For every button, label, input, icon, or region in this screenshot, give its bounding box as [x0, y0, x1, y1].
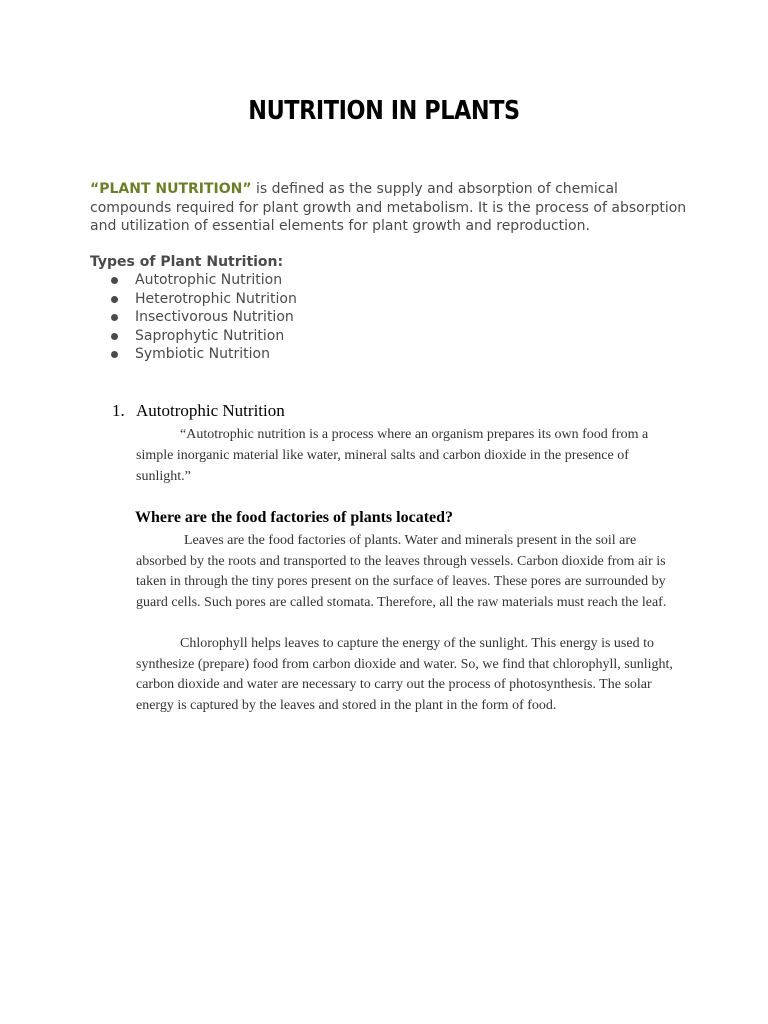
intro-highlight: “PLANT NUTRITION” [90, 181, 252, 197]
bullet-icon [111, 296, 118, 303]
list-item-label: Symbiotic Nutrition [135, 346, 270, 362]
bullet-icon [111, 277, 118, 284]
list-item-label: Autotrophic Nutrition [135, 272, 283, 288]
types-list [90, 271, 297, 364]
subheading: Where are the food factories of plants located? [135, 509, 454, 526]
bullet-icon [111, 314, 118, 321]
section-heading [112, 401, 285, 421]
section-number: 1. [112, 401, 125, 420]
list-item [90, 271, 297, 290]
list-item-label: Heterotrophic Nutrition [135, 290, 297, 307]
section-title: Autotrophic Nutrition [136, 401, 285, 420]
body-paragraph-1: Leaves are the food factories of plants. Water and minerals present in the soil are absorbed by the roots and transported to the leaves through vessels. Carbon dioxide from air is taken in through the tiny pores present on the surface of leaves. These pores are surrounded by guard cells. Such pores are called stomata. Therefore, all the raw materials must reach the leaf. [136, 533, 667, 610]
intro-text: is defined as the supply and absorption of chemical compounds required for plant growth and metabolism. It is the process of absorption and utilization of essential elements for plant growth and reproduction. [90, 181, 687, 234]
body-paragraph-2: Chlorophyll helps leaves to capture the energy of the sunlight. This energy is used to synthesize (prepare) food from carbon dioxide and water. So, we find that chlorophyll, sunlight, carbon dioxide and water are necessary to carry out the process of photosynthesis. The solar energy is captured by the leaves and stored in the plant in the form of food. [136, 636, 673, 713]
list-item-label: Saprophytic Nutrition [135, 327, 285, 344]
list-item [90, 345, 297, 364]
list-item [90, 327, 297, 346]
page-title: NUTRITION IN PLANTS [248, 96, 520, 126]
intro-paragraph [90, 180, 690, 236]
list-item-label: Insectivorous Nutrition [135, 309, 294, 325]
bullet-icon [111, 333, 118, 340]
bullet-icon [111, 351, 118, 358]
list-item [90, 308, 297, 327]
definition-quote: “Autotrophic nutrition is a process where an organism prepares its own food from a simple inorganic material like water, mineral salts and carbon dioxide in the presence of sunlight.” [136, 427, 649, 484]
types-heading: Types of Plant Nutrition: [90, 254, 284, 270]
list-item [90, 290, 297, 309]
